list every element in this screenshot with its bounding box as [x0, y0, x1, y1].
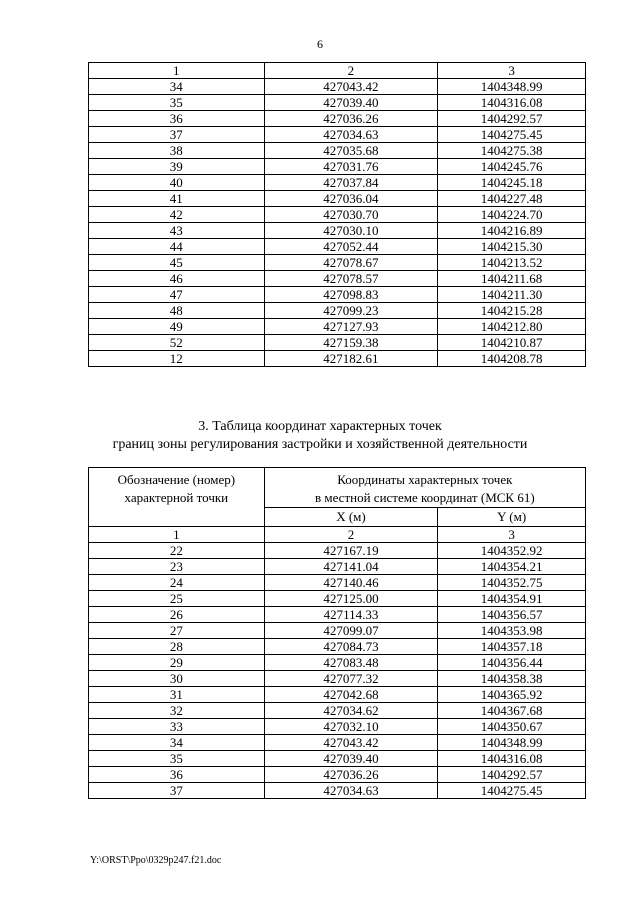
column-number-cell: 1: [89, 527, 265, 543]
point-number-cell: 23: [89, 559, 265, 575]
point-number-cell: 43: [89, 223, 265, 239]
page-number: 6: [317, 37, 323, 51]
point-number-cell: 37: [89, 783, 265, 799]
table-row: [89, 159, 586, 175]
point-number-cell: 31: [89, 687, 265, 703]
point-number-cell: 30: [89, 671, 265, 687]
x-coordinate-cell: 427043.42: [264, 79, 438, 95]
table2-header-row: [89, 468, 586, 508]
table-row: [89, 591, 586, 607]
table-row: [89, 239, 586, 255]
table-row: [89, 575, 586, 591]
x-coordinate-cell: 427098.83: [264, 287, 438, 303]
point-number-cell: 25: [89, 591, 265, 607]
point-number-cell: 29: [89, 655, 265, 671]
x-coordinate-cell: 427182.61: [264, 351, 438, 367]
table-row: [89, 335, 586, 351]
y-coordinate-cell: 1404211.68: [438, 271, 586, 287]
point-number-cell: 44: [89, 239, 265, 255]
section-title-line2: границ зоны регулирования застройки и хозяйственной деятельности: [112, 437, 528, 452]
point-number-cell: 35: [89, 751, 265, 767]
x-coordinate-cell: 427125.00: [264, 591, 438, 607]
point-number-cell: 52: [89, 335, 265, 351]
table1-body: [89, 63, 586, 367]
table-row: [89, 735, 586, 751]
x-coordinate-cell: 427035.68: [264, 143, 438, 159]
x-coordinate-cell: 427039.40: [264, 751, 438, 767]
x-coordinate-cell: 427030.10: [264, 223, 438, 239]
x-coordinate-cell: 427083.48: [264, 655, 438, 671]
x-coordinate-cell: 427042.68: [264, 687, 438, 703]
table2-body: [89, 468, 586, 799]
y-coordinate-cell: 1404210.87: [438, 335, 586, 351]
x-coordinate-cell: 427036.26: [264, 767, 438, 783]
y-coordinate-cell: 1404367.68: [438, 703, 586, 719]
y-coordinate-cell: 1404356.57: [438, 607, 586, 623]
point-designation-header-line2: характерной точки: [124, 490, 229, 505]
table-row: [89, 687, 586, 703]
y-coordinate-cell: 1404316.08: [438, 751, 586, 767]
y-coordinate-cell: 1404292.57: [438, 767, 586, 783]
point-number-cell: 42: [89, 207, 265, 223]
point-number-cell: 12: [89, 351, 265, 367]
y-coordinate-cell: 1404353.98: [438, 623, 586, 639]
point-number-cell: 22: [89, 543, 265, 559]
table-row: [89, 719, 586, 735]
y-coordinate-cell: 1404275.45: [438, 127, 586, 143]
y-coordinate-cell: 1404357.18: [438, 639, 586, 655]
y-coordinate-cell: 1404224.70: [438, 207, 586, 223]
table-row: [89, 111, 586, 127]
x-coordinate-cell: 427140.46: [264, 575, 438, 591]
x-coordinate-cell: 427052.44: [264, 239, 438, 255]
point-number-cell: 49: [89, 319, 265, 335]
x-coordinate-cell: 427099.23: [264, 303, 438, 319]
file-path-footer: Y:\ORST\Ppo\0329p247.f21.doc: [90, 855, 222, 866]
point-number-cell: 33: [89, 719, 265, 735]
x-coordinate-cell: 427034.62: [264, 703, 438, 719]
table-row: [89, 639, 586, 655]
table-row: [89, 351, 586, 367]
x-coordinate-cell: 427077.32: [264, 671, 438, 687]
y-coordinate-cell: 1404211.30: [438, 287, 586, 303]
table-row: [89, 783, 586, 799]
point-number-cell: 41: [89, 191, 265, 207]
y-coordinate-cell: 1404275.45: [438, 783, 586, 799]
point-number-cell: 39: [89, 159, 265, 175]
column-number-cell: 1: [89, 63, 265, 79]
table-row: [89, 607, 586, 623]
point-number-cell: 32: [89, 703, 265, 719]
x-coordinate-cell: 427036.04: [264, 191, 438, 207]
column-number-cell: 3: [438, 63, 586, 79]
table-row: [89, 559, 586, 575]
x-coordinate-cell: 427030.70: [264, 207, 438, 223]
y-coordinate-cell: 1404348.99: [438, 735, 586, 751]
table-row: [89, 255, 586, 271]
x-coordinate-cell: 427036.26: [264, 111, 438, 127]
coordinates-table-continued: [88, 62, 586, 367]
y-coordinate-cell: 1404352.92: [438, 543, 586, 559]
y-coordinate-cell: 1404245.76: [438, 159, 586, 175]
x-coordinate-cell: 427032.10: [264, 719, 438, 735]
x-coordinate-cell: 427167.19: [264, 543, 438, 559]
y-coordinate-cell: 1404208.78: [438, 351, 586, 367]
x-coordinate-cell: 427034.63: [264, 783, 438, 799]
table-row: [89, 207, 586, 223]
table-row: [89, 79, 586, 95]
x-coordinate-cell: 427039.40: [264, 95, 438, 111]
point-designation-header-line1: Обозначение (номер): [117, 472, 236, 487]
table-row: [89, 703, 586, 719]
x-coordinate-cell: 427141.04: [264, 559, 438, 575]
point-number-cell: 40: [89, 175, 265, 191]
table-row: [89, 127, 586, 143]
point-number-cell: 46: [89, 271, 265, 287]
x-coordinate-cell: 427114.33: [264, 607, 438, 623]
x-coordinate-cell: 427159.38: [264, 335, 438, 351]
y-coordinate-cell: 1404358.38: [438, 671, 586, 687]
point-number-cell: 34: [89, 735, 265, 751]
point-number-cell: 36: [89, 111, 265, 127]
y-coordinate-cell: 1404215.30: [438, 239, 586, 255]
y-coordinate-cell: 1404354.21: [438, 559, 586, 575]
table-row: [89, 767, 586, 783]
point-number-cell: 28: [89, 639, 265, 655]
table-row: [89, 95, 586, 111]
point-number-cell: 26: [89, 607, 265, 623]
x-coordinate-cell: 427084.73: [264, 639, 438, 655]
table-row: [89, 175, 586, 191]
point-number-cell: 45: [89, 255, 265, 271]
y-header: Y (м): [438, 508, 586, 527]
table-row: [89, 319, 586, 335]
x-coordinate-cell: 427078.57: [264, 271, 438, 287]
point-number-cell: 47: [89, 287, 265, 303]
x-coordinate-cell: 427034.63: [264, 127, 438, 143]
table-row: [89, 623, 586, 639]
y-coordinate-cell: 1404365.92: [438, 687, 586, 703]
table-row: [89, 751, 586, 767]
x-coordinate-cell: 427031.76: [264, 159, 438, 175]
x-coordinate-cell: 427127.93: [264, 319, 438, 335]
point-number-cell: 34: [89, 79, 265, 95]
point-number-cell: 37: [89, 127, 265, 143]
table-row: [89, 143, 586, 159]
point-number-cell: 35: [89, 95, 265, 111]
y-coordinate-cell: 1404356.44: [438, 655, 586, 671]
coordinates-header: [264, 468, 585, 508]
x-coordinate-cell: 427043.42: [264, 735, 438, 751]
table-row: [89, 271, 586, 287]
point-number-cell: 24: [89, 575, 265, 591]
section-title-line1: 3. Таблица координат характерных точек: [198, 419, 442, 434]
x-coordinate-cell: 427037.84: [264, 175, 438, 191]
y-coordinate-cell: 1404352.75: [438, 575, 586, 591]
coordinates-header-line1: Координаты характерных точек: [337, 472, 513, 487]
table-row: [89, 671, 586, 687]
y-coordinate-cell: 1404292.57: [438, 111, 586, 127]
table-row: [89, 287, 586, 303]
table-row: [89, 543, 586, 559]
y-coordinate-cell: 1404275.38: [438, 143, 586, 159]
x-coordinate-cell: 427099.07: [264, 623, 438, 639]
boundary-coordinates-table: [88, 467, 586, 799]
table-row: [89, 223, 586, 239]
table-row: [89, 191, 586, 207]
y-coordinate-cell: 1404245.18: [438, 175, 586, 191]
column-number-cell: 2: [264, 63, 438, 79]
column-number-cell: 3: [438, 527, 586, 543]
y-coordinate-cell: 1404348.99: [438, 79, 586, 95]
point-number-cell: 27: [89, 623, 265, 639]
x-header: X (м): [264, 508, 438, 527]
y-coordinate-cell: 1404354.91: [438, 591, 586, 607]
column-number-cell: 2: [264, 527, 438, 543]
y-coordinate-cell: 1404350.67: [438, 719, 586, 735]
point-number-cell: 48: [89, 303, 265, 319]
coordinates-header-line2: в местной системе координат (МСК 61): [314, 490, 535, 505]
y-coordinate-cell: 1404227.48: [438, 191, 586, 207]
table2-numbering-row: [89, 527, 586, 543]
point-designation-header: [89, 468, 265, 527]
point-number-cell: 38: [89, 143, 265, 159]
y-coordinate-cell: 1404212.80: [438, 319, 586, 335]
x-coordinate-cell: 427078.67: [264, 255, 438, 271]
table1-header-row: [89, 63, 586, 79]
point-number-cell: 36: [89, 767, 265, 783]
y-coordinate-cell: 1404316.08: [438, 95, 586, 111]
y-coordinate-cell: 1404216.89: [438, 223, 586, 239]
table-row: [89, 303, 586, 319]
y-coordinate-cell: 1404215.28: [438, 303, 586, 319]
y-coordinate-cell: 1404213.52: [438, 255, 586, 271]
table-row: [89, 655, 586, 671]
